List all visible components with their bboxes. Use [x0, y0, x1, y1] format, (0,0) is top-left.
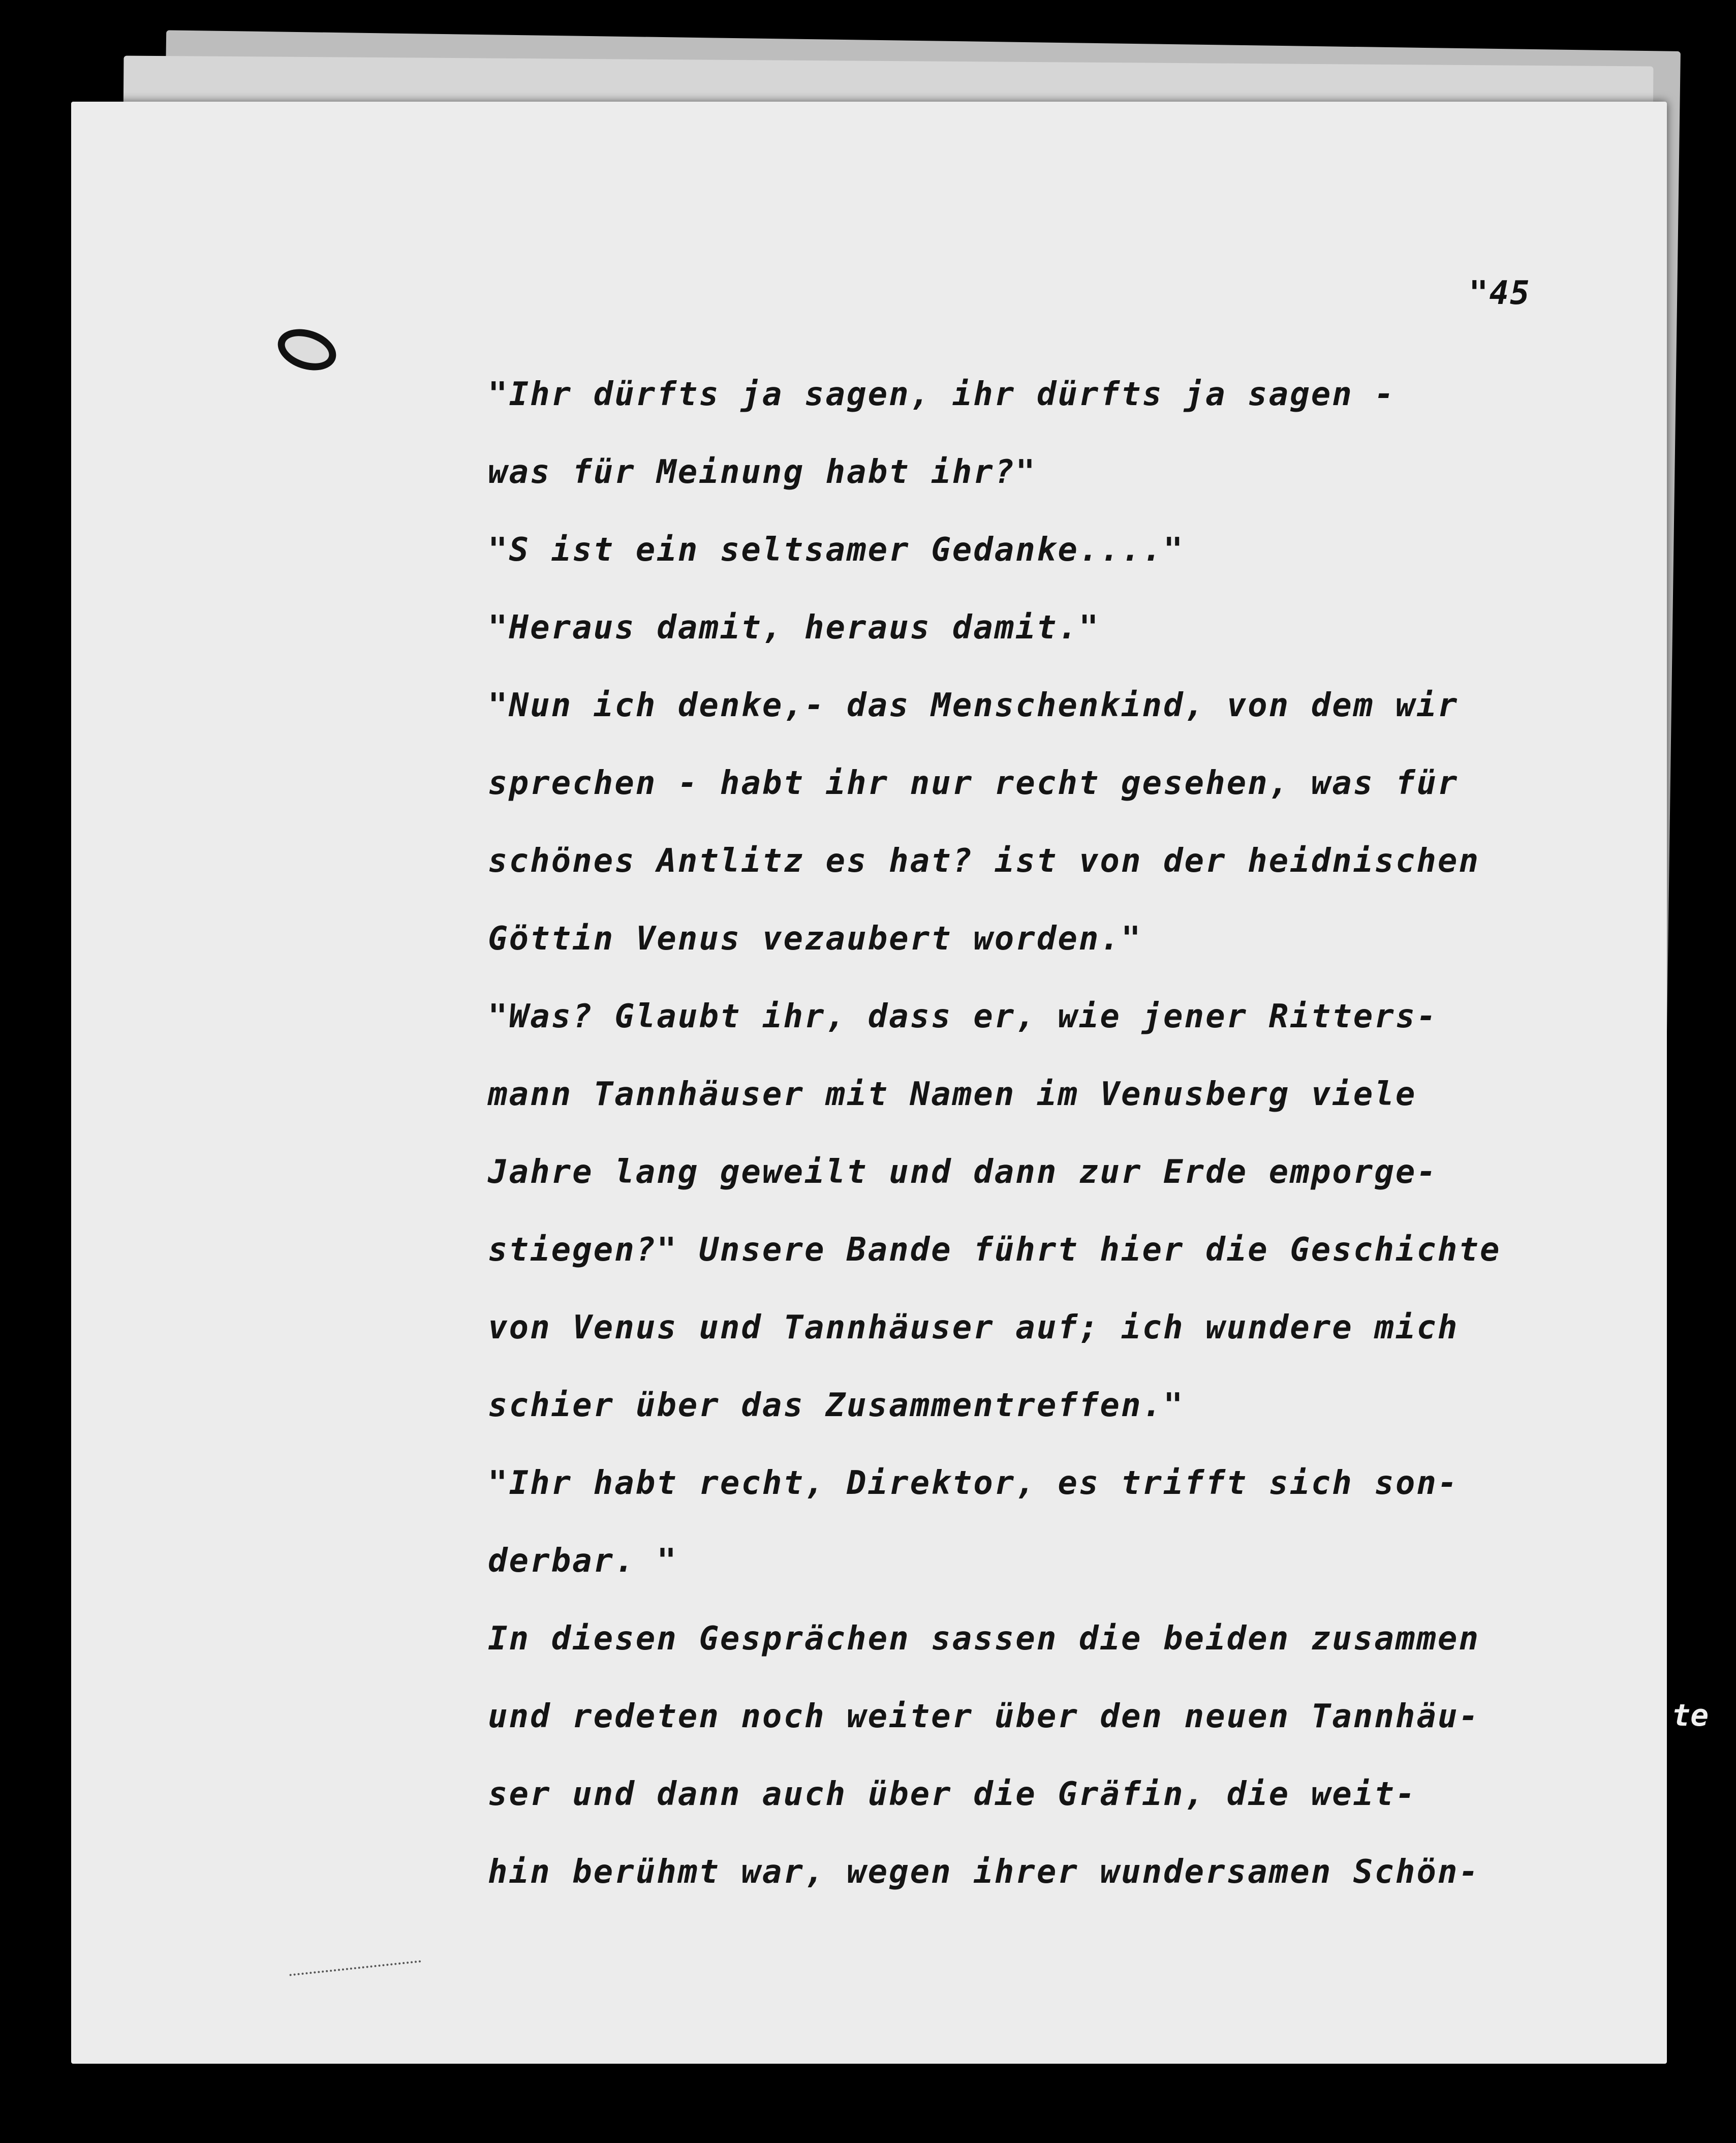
text-line: sprechen - habt ihr nur recht gesehen, was für [488, 764, 1459, 802]
text-line: was für Meinung habt ihr?" [488, 453, 1037, 491]
text-line: "Ihr habt recht, Direktor, es trifft sich son- [488, 1464, 1459, 1502]
text-line: mann Tannhäuser mit Namen im Venusberg viele [488, 1076, 1417, 1113]
text-line: Jahre lang geweilt und dann zur Erde emporge- [488, 1153, 1438, 1191]
edge-text-fragment: te [1672, 1698, 1709, 1733]
text-line: hin berühmt war, wegen ihrer wundersamen Schön- [488, 1853, 1480, 1891]
text-line: "Nun ich denke,- das Menschenkind, von dem wir [488, 687, 1459, 724]
text-line: stiegen?" Unsere Bande führt hier die Geschichte [488, 1231, 1501, 1269]
text-line: schier über das Zusammentreffen." [488, 1387, 1185, 1424]
text-line: ser und dann auch über die Gräfin, die weit- [488, 1775, 1417, 1813]
text-line: Göttin Venus vezaubert worden." [488, 920, 1142, 958]
paper-clip-mark [272, 322, 342, 378]
text-line: "Ihr dürfts ja sagen, ihr dürfts ja sagen - [488, 376, 1396, 413]
page-number: "45 [1469, 274, 1531, 312]
text-line: derbar. " [488, 1542, 678, 1580]
text-line: von Venus und Tannhäuser auf; ich wundere mich [488, 1309, 1459, 1346]
text-line: "Heraus damit, heraus damit." [488, 609, 1100, 647]
text-line: schönes Antlitz es hat? ist von der heidnischen [488, 842, 1480, 880]
text-line: "S ist ein seltsamer Gedanke...." [488, 531, 1185, 569]
typed-text-block [488, 356, 1647, 1911]
text-line: "Was? Glaubt ihr, dass er, wie jener Ritters- [488, 998, 1438, 1035]
text-line: In diesen Gesprächen sassen die beiden zusammen [488, 1620, 1480, 1658]
text-line: und redeten noch weiter über den neuen Tannhäu- [488, 1698, 1480, 1735]
